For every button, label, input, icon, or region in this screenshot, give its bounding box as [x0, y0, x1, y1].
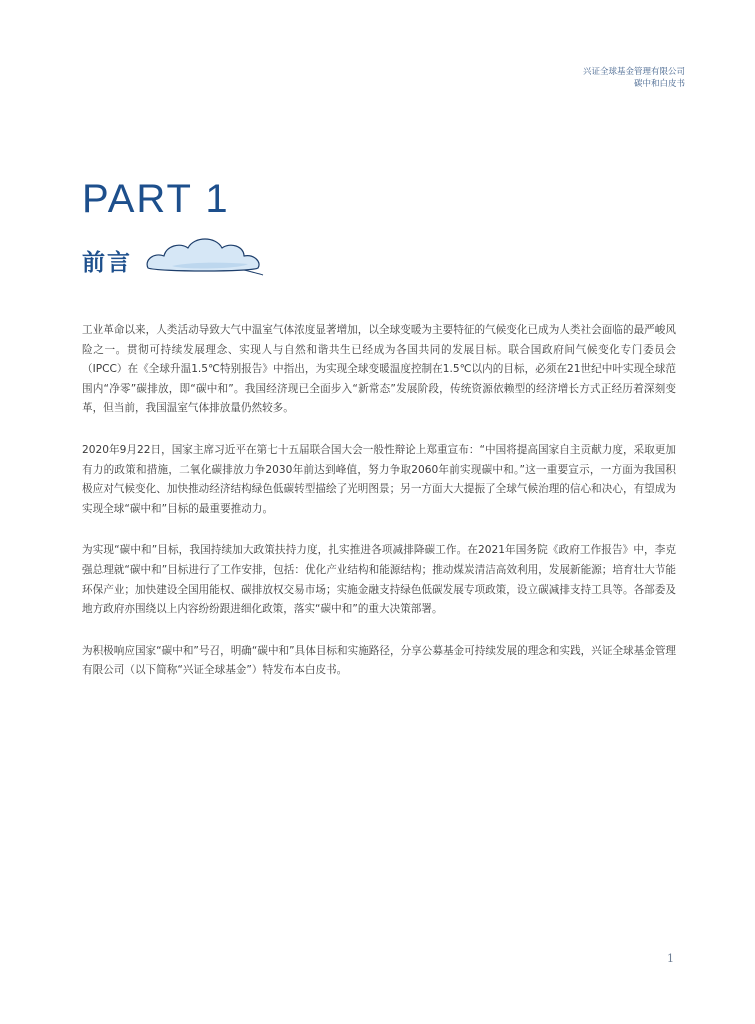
- header-document-name: 碳中和白皮书: [633, 79, 685, 89]
- section-title: 前言: [82, 250, 132, 276]
- cloud-tail: [244, 270, 263, 275]
- part-title: PART 1: [82, 177, 230, 221]
- paragraph-2: 2020年9月22日，国家主席习近平在第七十五届联合国大会一般性辩论上郑重宣布：“中国将提高国家自主贡献力度，采取更加有力的政策和措施，二氧化碳排放力争2030年前达到峰值，努力争取2060年前实现碳中和。”这一重要宣示，一方面为我国积极应对气候变化、加快推动经济结构绿色低碳转型描绘了光明图景；另一方面大大提振了全球气候治理的信心和决心，有望成为实现全球“碳中和”目标的最重要推动力。: [82, 443, 676, 515]
- header-company-name: 兴证全球基金管理有限公司: [582, 67, 685, 77]
- cloud-illustration: [144, 234, 264, 276]
- paragraph-3: 为实现“碳中和”目标，我国持续加大政策扶持力度，扎实推进各项减排降碳工作。在2021年国务院《政府工作报告》中，李克强总理就“碳中和”目标进行了工作安排，包括：优化产业结构和能源结构；推动煤炭清洁高效利用，发展新能源；培育壮大节能环保产业；加快建设全国用能权、碳排放权交易市场；实施金融支持绿色低碳发展专项政策，设立碳减排支持工具等。各部委及地方政府亦围绕以上内容纷纷跟进细化政策，落实“碳中和”的重大决策部署。: [82, 544, 676, 616]
- page-number: 1: [667, 952, 674, 965]
- paragraph-1: 工业革命以来，人类活动导致大气中温室气体浓度显著增加，以全球变暖为主要特征的气候变化已成为人类社会面临的最严峻风险之一。贯彻可持续发展理念、实现人与自然和谐共生已经成为各国共同的发展目标。联合国政府间气候变化专门委员会（IPCC）在《全球升温1.5℃特别报告》中指出，为实现全球变暖温度控制在1.5℃以内的目标，必须在21世纪中叶实现全球范围内“净零”碳排放，即“碳中和”。我国经济现已全面步入“新常态”发展阶段，传统资源依赖型的经济增长方式正经历着深刻变革，但当前，我国温室气体排放量仍然较多。: [82, 324, 676, 415]
- paragraph-4: 为积极响应国家“碳中和”号召，明确“碳中和”具体目标和实施路径，分享公募基金可持续发展的理念和实践，兴证全球基金管理有限公司（以下简称“兴证全球基金”）特发布本白皮书。: [82, 644, 677, 677]
- page-header: [583, 66, 685, 90]
- body-text: [82, 321, 676, 703]
